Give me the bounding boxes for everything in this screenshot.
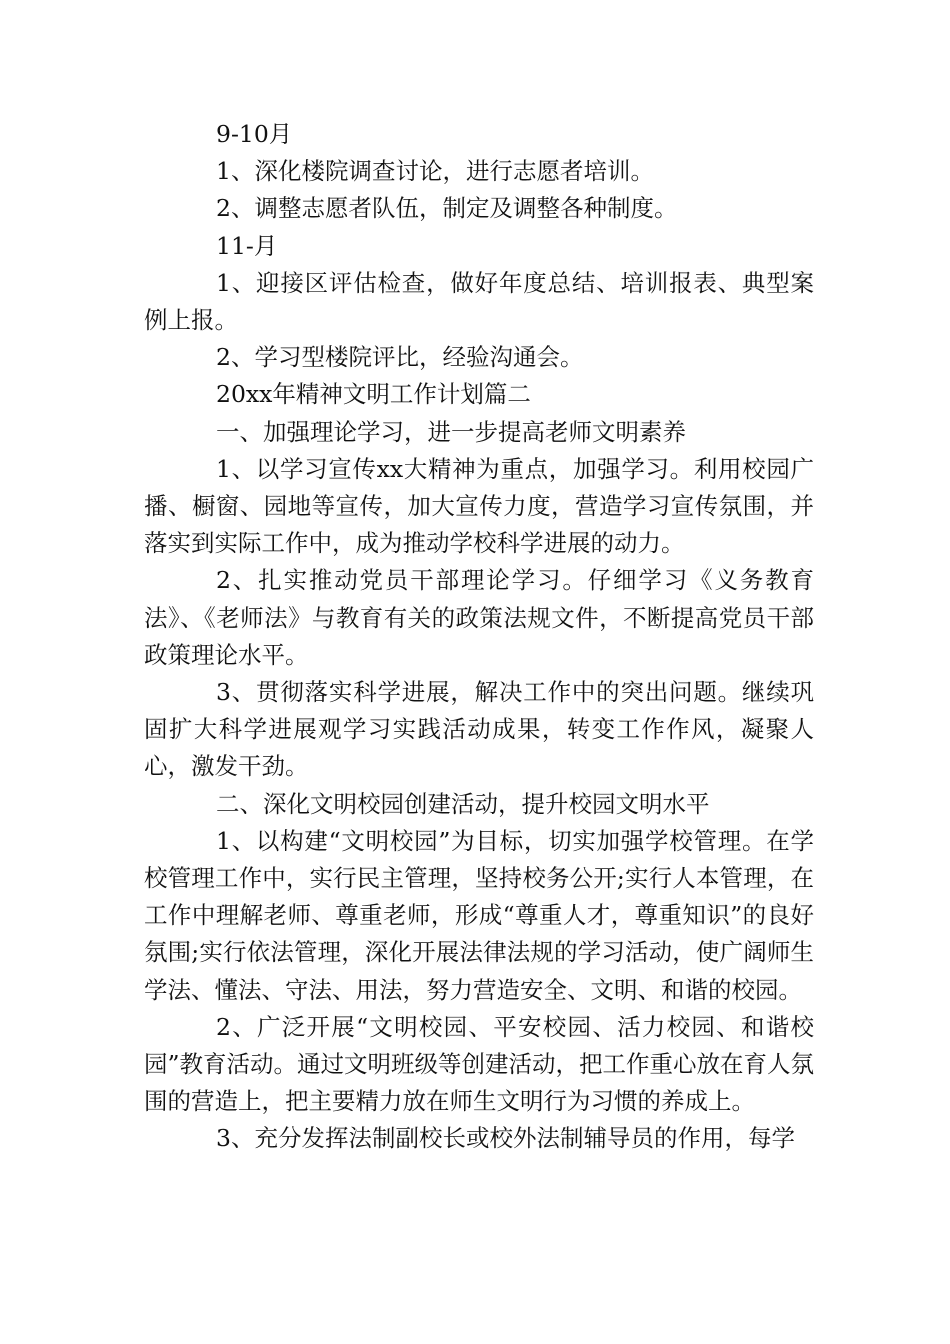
section-heading-sep-oct: 9-10月 <box>216 120 293 148</box>
paragraph: 1、以构建“文明校园”为目标，切实加强学校管理。在学校管理工作中，实行民主管理，坚持校务公开;实行人本管理，在工作中理解老师、尊重老师，形成“尊重人才，尊重知识”的良好氛围;实行依法管理，深化开展法律法规的学习活动，使广阔师生学法、懂法、守法、用法，努力营造安全、文明、和谐的校园。 <box>144 826 814 1004</box>
paragraph: 3、贯彻落实科学进展，解决工作中的突出问题。继续巩固扩大科学进展观学习实践活动成果，转变工作作风，凝聚人心，激发干劲。 <box>144 678 814 781</box>
paragraph: 3、充分发挥法制副校长或校外法制辅导员的作用，每学 <box>216 1124 795 1153</box>
paragraph: 1、深化楼院调查讨论，进行志愿者培训。 <box>216 157 654 186</box>
paragraph: 2、扎实推动党员干部理论学习。仔细学习《义务教育法》、《老师法》与教育有关的政策法规文件，不断提高党员干部政策理论水平。 <box>144 566 814 669</box>
section-heading-1: 一、加强理论学习，进一步提高老师文明素养 <box>216 417 686 446</box>
paragraph: 1、迎接区评估检查，做好年度总结、培训报表、典型案例上报。 <box>144 268 814 335</box>
paragraph: 2、调整志愿者队伍，制定及调整各种制度。 <box>216 194 678 223</box>
section-heading-nov: 11-月 <box>216 231 278 260</box>
paragraph: 2、学习型楼院评比，经验沟通会。 <box>216 343 584 372</box>
document-title: 20xx年精神文明工作计划篇二 <box>216 380 531 409</box>
paragraph: 2、广泛开展“文明校园、平安校园、活力校园、和谐校园”教育活动。通过文明班级等创建活动，把工作重心放在育人氛围的营造上，把主要精力放在师生文明行为习惯的养成上。 <box>144 1012 815 1116</box>
paragraph: 1、以学习宣传xx大精神为重点，加强学习。利用校园广播、橱窗、园地等宣传，加大宣传力度，营造学习宣传氛围，并落实到实际工作中，成为推动学校科学进展的动力。 <box>144 454 814 558</box>
section-heading-2: 二、深化文明校园创建活动，提升校园文明水平 <box>216 789 710 818</box>
document-body <box>144 116 814 1158</box>
